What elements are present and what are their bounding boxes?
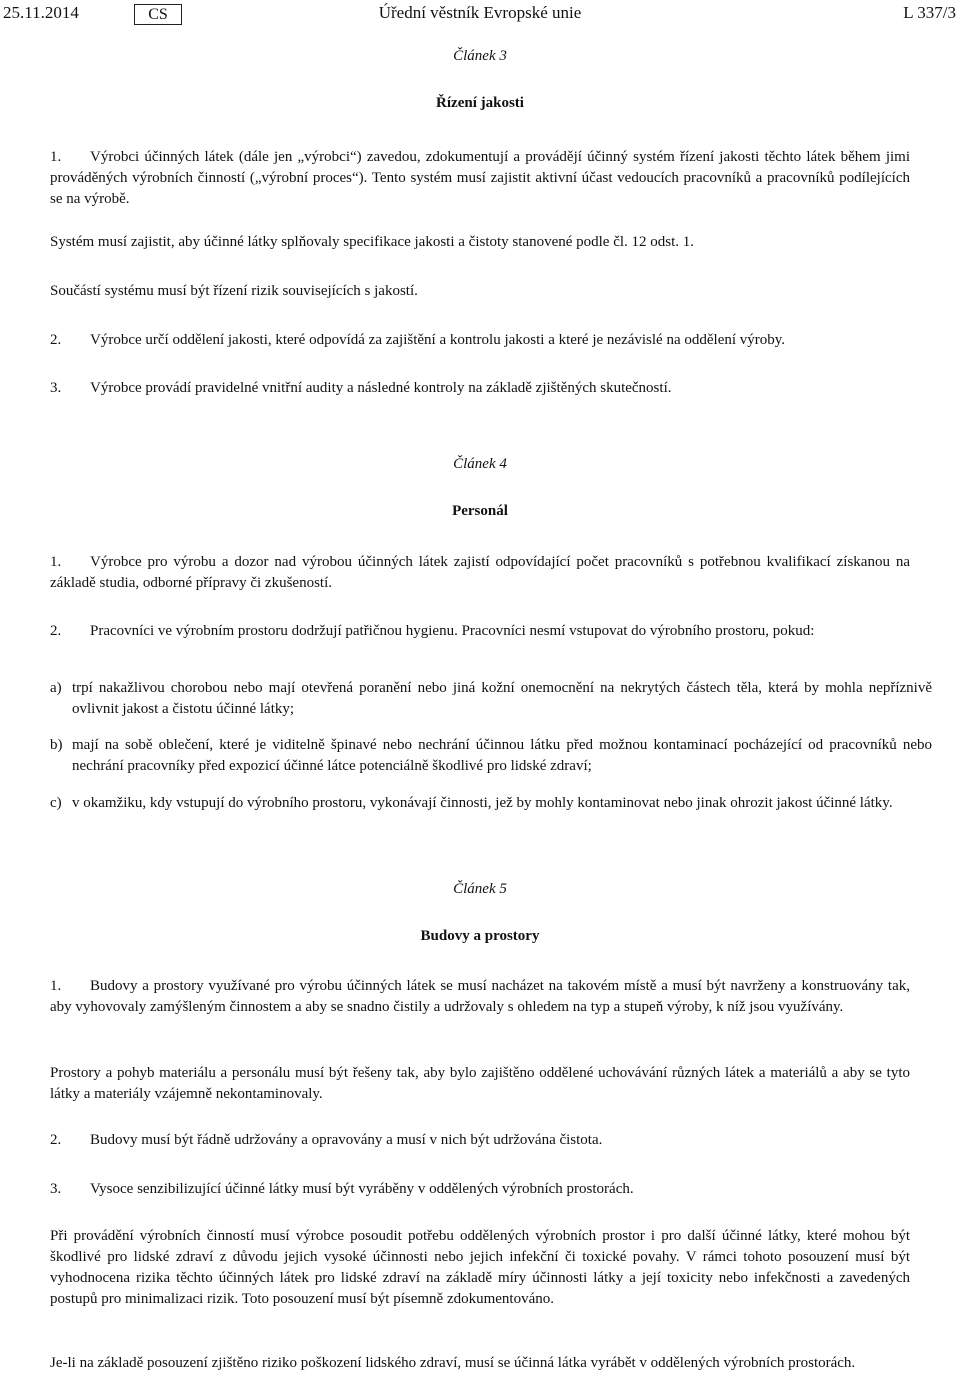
list-item-label: a) xyxy=(50,680,62,696)
paragraph-text: Výrobce provádí pravidelné vnitřní audity a následné kontroly na základě zjištěných skutečností. xyxy=(90,380,672,396)
list-item xyxy=(50,735,932,777)
paragraph-text: Budovy musí být řádně udržovány a opravovány a musí v nich být udržována čistota. xyxy=(90,1132,603,1148)
journal-title: Úřední věstník Evropské unie xyxy=(378,3,582,22)
paragraph xyxy=(50,1130,910,1151)
language-badge: CS xyxy=(134,4,182,25)
page-header xyxy=(0,2,960,26)
paragraph-text: Výrobce pro výrobu a dozor nad výrobou účinných látek zajistí odpovídající počet pracovníků s potřebnou kvalifikací získanou na základě studia, odborné přípravy či zkušeností. xyxy=(50,554,910,591)
paragraph xyxy=(50,1179,910,1200)
paragraph: Je-li na základě posouzení zjištěno riziko poškození lidského zdraví, musí se účinná látka vyrábět v oddělených výrobních prostorách. xyxy=(50,1355,856,1371)
paragraph xyxy=(50,378,910,399)
paragraph xyxy=(50,976,910,1018)
article-number: Článek 4 xyxy=(453,456,507,472)
list-item-text: mají na sobě oblečení, které je viditelně špinavé nebo nechrání účinnou látku před možnou kontaminací pocházející od pracovníků nebo nechrání pracovníky před expozicí účinné látce potenciálně škodlivé pro lidské zdraví; xyxy=(72,737,932,774)
article-title: Řízení jakosti xyxy=(436,95,524,111)
paragraph-number: 3. xyxy=(50,380,62,396)
list-item-label: b) xyxy=(50,737,63,753)
paragraph: Systém musí zajistit, aby účinné látky splňovaly specifikace jakosti a čistoty stanovené podle čl. 12 odst. 1. xyxy=(50,234,695,250)
article-title: Budovy a prostory xyxy=(420,928,540,944)
paragraph-number: 3. xyxy=(50,1181,62,1197)
paragraph-number: 1. xyxy=(50,554,62,570)
paragraph xyxy=(50,147,910,210)
article-number: Článek 5 xyxy=(453,881,507,897)
paragraph xyxy=(50,552,910,594)
article-4 xyxy=(50,454,910,522)
paragraph: Při provádění výrobních činností musí výrobce posoudit potřebu oddělených výrobních prostor i pro další účinné látky, které mohou být škodlivé pro lidské zdraví z důvodu jejich vysoké účinnosti nebo jejich infekční či toxické povahy. V rámci tohoto posouzení musí být vyhodnocena rizika těchto účinných látek pro lidské zdraví na základě míry účinnosti látky a její toxicity nebo infekčnosti a zavedených postupů pro minimalizaci rizik. Toto posouzení musí být písemně zdokumentováno. xyxy=(50,1228,910,1307)
paragraph-number: 2. xyxy=(50,332,62,348)
list-item xyxy=(50,678,932,720)
paragraph-number: 1. xyxy=(50,978,62,994)
paragraph-number: 2. xyxy=(50,1132,62,1148)
page-number: L 337/3 xyxy=(903,3,956,22)
list-item xyxy=(50,793,932,814)
paragraph-text: Výrobci účinných látek (dále jen „výrobci“) zavedou, zdokumentují a provádějí účinný systém řízení jakosti těchto látek během jimi prováděných výrobních činností („výrobní proces“). Tento systém musí zajistit aktivní účast vedoucích pracovníků a pracovníků podílejících se na výrobě. xyxy=(50,149,910,207)
article-5 xyxy=(50,879,910,947)
publication-date: 25.11.2014 xyxy=(3,3,79,22)
paragraph: Prostory a pohyb materiálu a personálu musí být řešeny tak, aby bylo zajištěno oddělené uchovávání různých látek a materiálů a aby se tyto látky a materiály vzájemně nekontaminovaly. xyxy=(50,1065,910,1102)
paragraph xyxy=(50,621,910,642)
paragraph xyxy=(50,330,910,351)
article-3 xyxy=(50,46,910,114)
paragraph-text: Budovy a prostory využívané pro výrobu účinných látek se musí nacházet na takovém místě a musí být navrženy a konstruovány tak, aby vyhovovaly zamýšleným činnostem a aby se snadno čistily a udržovaly s ohledem na typ a stupeň výroby, k níž jsou využívány. xyxy=(50,978,910,1015)
article-title: Personál xyxy=(452,503,508,519)
paragraph-text: Pracovníci ve výrobním prostoru dodržují patřičnou hygienu. Pracovníci nesmí vstupovat do výrobního prostoru, pokud: xyxy=(90,623,815,639)
article-number: Článek 3 xyxy=(453,48,507,64)
list-item-text: v okamžiku, kdy vstupují do výrobního prostoru, vykonávají činnosti, jež by mohly kontaminovat nebo jinak ohrozit jakost účinné látky. xyxy=(72,795,893,811)
paragraph: Součástí systému musí být řízení rizik souvisejících s jakostí. xyxy=(50,283,418,299)
list-item-label: c) xyxy=(50,795,62,811)
paragraph-text: Vysoce senzibilizující účinné látky musí být vyráběny v oddělených výrobních prostorách. xyxy=(90,1181,634,1197)
paragraph-text: Výrobce určí oddělení jakosti, které odpovídá za zajištění a kontrolu jakosti a které je nezávislé na oddělení výroby. xyxy=(90,332,786,348)
paragraph-number: 1. xyxy=(50,149,62,165)
paragraph-number: 2. xyxy=(50,623,62,639)
list-item-text: trpí nakažlivou chorobou nebo mají otevřená poranění nebo jiná kožní onemocnění na nekrytých částech těla, která by mohla nepříznivě ovlivnit jakost a čistotu účinné látky; xyxy=(72,680,932,717)
